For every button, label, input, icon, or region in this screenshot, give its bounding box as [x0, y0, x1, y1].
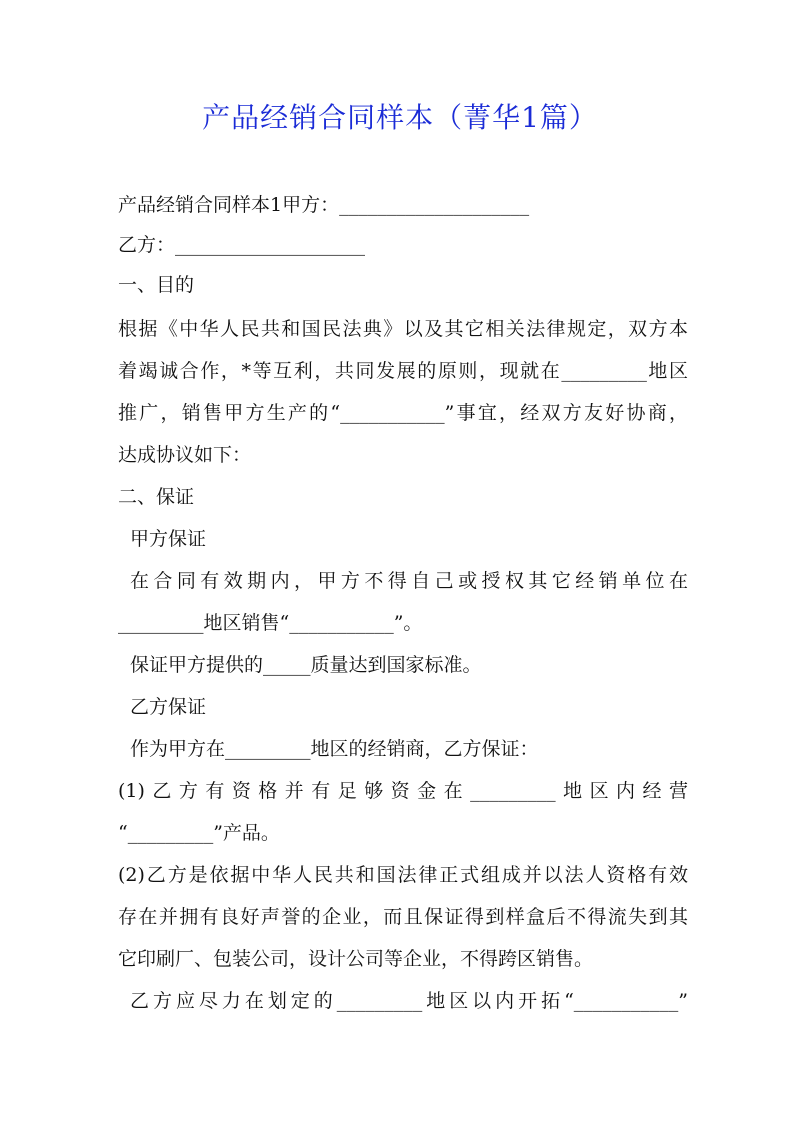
section-heading-purpose: 一、目的	[118, 274, 195, 296]
paragraph-line: 保证甲方提供的_____质量达到国家标准。	[130, 654, 482, 676]
paragraph-line: 推广，销售甲方生产的“___________”事宜，经双方友好协商，	[118, 402, 688, 424]
party-a-line: 产品经销合同样本1甲方：____________________	[118, 194, 530, 216]
section-heading-guarantee: 二、保证	[118, 486, 195, 508]
party-b-line: 乙方：____________________	[118, 234, 366, 256]
subheading-party-b-guarantee: 乙方保证	[130, 696, 207, 718]
list-item-2: (2)乙方是依据中华人民共和国法律正式组成并以法人资格有效	[118, 864, 688, 886]
paragraph-line: _________地区销售“___________”。	[118, 612, 423, 634]
list-item-1: (1)乙方有资格并有足够资金在_________地区内经营	[118, 780, 688, 802]
list-item-1-continued: “_________”产品。	[118, 822, 280, 844]
paragraph-line: 在合同有效期内，甲方不得自己或授权其它经销单位在	[130, 570, 688, 592]
paragraph-line: 达成协议如下：	[118, 444, 252, 466]
list-item-2-continued: 它印刷厂、包装公司，设计公司等企业，不得跨区销售。	[118, 948, 594, 970]
paragraph-line: 乙方应尽力在划定的_________地区以内开拓“___________”	[130, 990, 688, 1012]
list-item-2-continued: 存在并拥有良好声誉的企业，而且保证得到样盒后不得流失到其	[118, 906, 688, 928]
paragraph-line: 作为甲方在_________地区的经销商，乙方保证：	[130, 738, 539, 760]
document-title: 产品经销合同样本（菁华1篇）	[202, 101, 598, 134]
subheading-party-a-guarantee: 甲方保证	[130, 528, 207, 550]
paragraph-line: 着竭诚合作，*等互利，共同发展的原则，现就在_________地区	[118, 360, 688, 382]
paragraph-line: 根据《中华人民共和国民法典》以及其它相关法律规定，双方本	[118, 318, 688, 340]
